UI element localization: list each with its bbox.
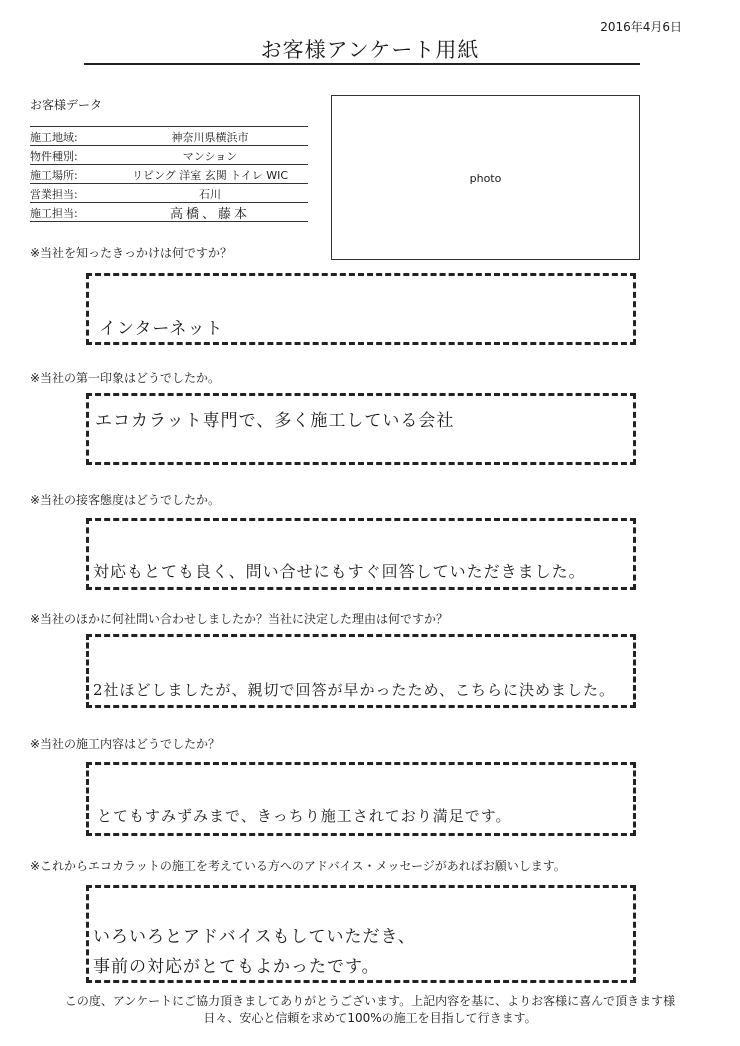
customer-row-value: 神奈川県横浜市 (171, 131, 249, 144)
customer-row-property-type (30, 145, 308, 164)
customer-row-area (30, 126, 308, 145)
question-construction-quality: ※当社の施工内容はどうでしたか？ (30, 737, 221, 751)
handwritten-answer: 対応もとても良く、問い合せにもすぐ回答していただきました。 (93, 562, 586, 581)
answer-box-how-found (86, 273, 636, 345)
question-customer-service: ※当社の接客態度はどうでしたか。 (30, 493, 221, 507)
survey-date: 2016年4月6日 (600, 20, 682, 34)
answer-box-construction-quality (86, 762, 636, 836)
question-how-found: ※当社を知ったきっかけは何ですか？ (30, 246, 233, 260)
photo-placeholder (331, 95, 640, 260)
customer-row-label: 施工場所: (30, 169, 78, 182)
customer-row-sales-rep (30, 183, 308, 202)
answer-box-customer-service (86, 518, 636, 590)
question-other-companies: ※当社のほかに何社問い合わせしましたか？当社に決定した理由は何ですか？ (30, 612, 449, 626)
customer-row-value: リビング 洋室 玄関 トイレ WIC (131, 169, 289, 182)
customer-row-label: 施工担当: (30, 207, 78, 220)
title-underline (84, 63, 640, 65)
customer-row-label: 物件種別: (30, 150, 78, 163)
customer-row-label: 営業担当: (30, 188, 78, 201)
customer-row-value-handwritten: 高橋、藤本 (169, 207, 250, 222)
question-advice-message: ※これからエコカラットの施工を考えている方へのアドバイス・メッセージがあればお願いします。 (30, 859, 566, 873)
customer-data-heading: お客様データ (30, 98, 103, 112)
footer-line-1: この度、アンケートにご協力頂きましてありがとうございます。上記内容を基に、よりお客様に喜んで頂きます様 (64, 994, 676, 1008)
page-title: お客様アンケート用紙 (260, 38, 480, 62)
footer-line-2: 日々、安心と信頼を求めて100%の施工を目指して行きます。 (203, 1011, 537, 1025)
footer-message (0, 993, 740, 1027)
customer-data-table (30, 126, 308, 222)
handwritten-answer: インターネット (99, 319, 224, 339)
answer-box-first-impression (86, 393, 636, 465)
answer-box-advice-message (86, 885, 636, 983)
handwritten-answer: エコカラット専門で、多く施工している会社 (95, 411, 455, 431)
handwritten-answer-line2: 事前の対応がとてもよかったです。 (93, 957, 380, 977)
question-first-impression: ※当社の第一印象はどうでしたか。 (30, 371, 221, 385)
handwritten-answer: とてもすみずみまで、きっちり施工されており満足です。 (97, 807, 512, 825)
customer-row-location (30, 164, 308, 183)
customer-row-value: 石川 (199, 188, 221, 201)
handwritten-answer-line1: いろいろとアドバイスもしていただき、 (93, 927, 416, 947)
customer-row-installer (30, 202, 308, 222)
answer-box-other-companies (86, 634, 636, 708)
photo-label: photo (469, 172, 502, 185)
customer-row-value: マンション (182, 150, 238, 163)
customer-row-label: 施工地域: (30, 131, 78, 144)
handwritten-answer: 2社ほどしましたが、親切で回答が早かったため、こちらに決めました。 (93, 681, 615, 699)
